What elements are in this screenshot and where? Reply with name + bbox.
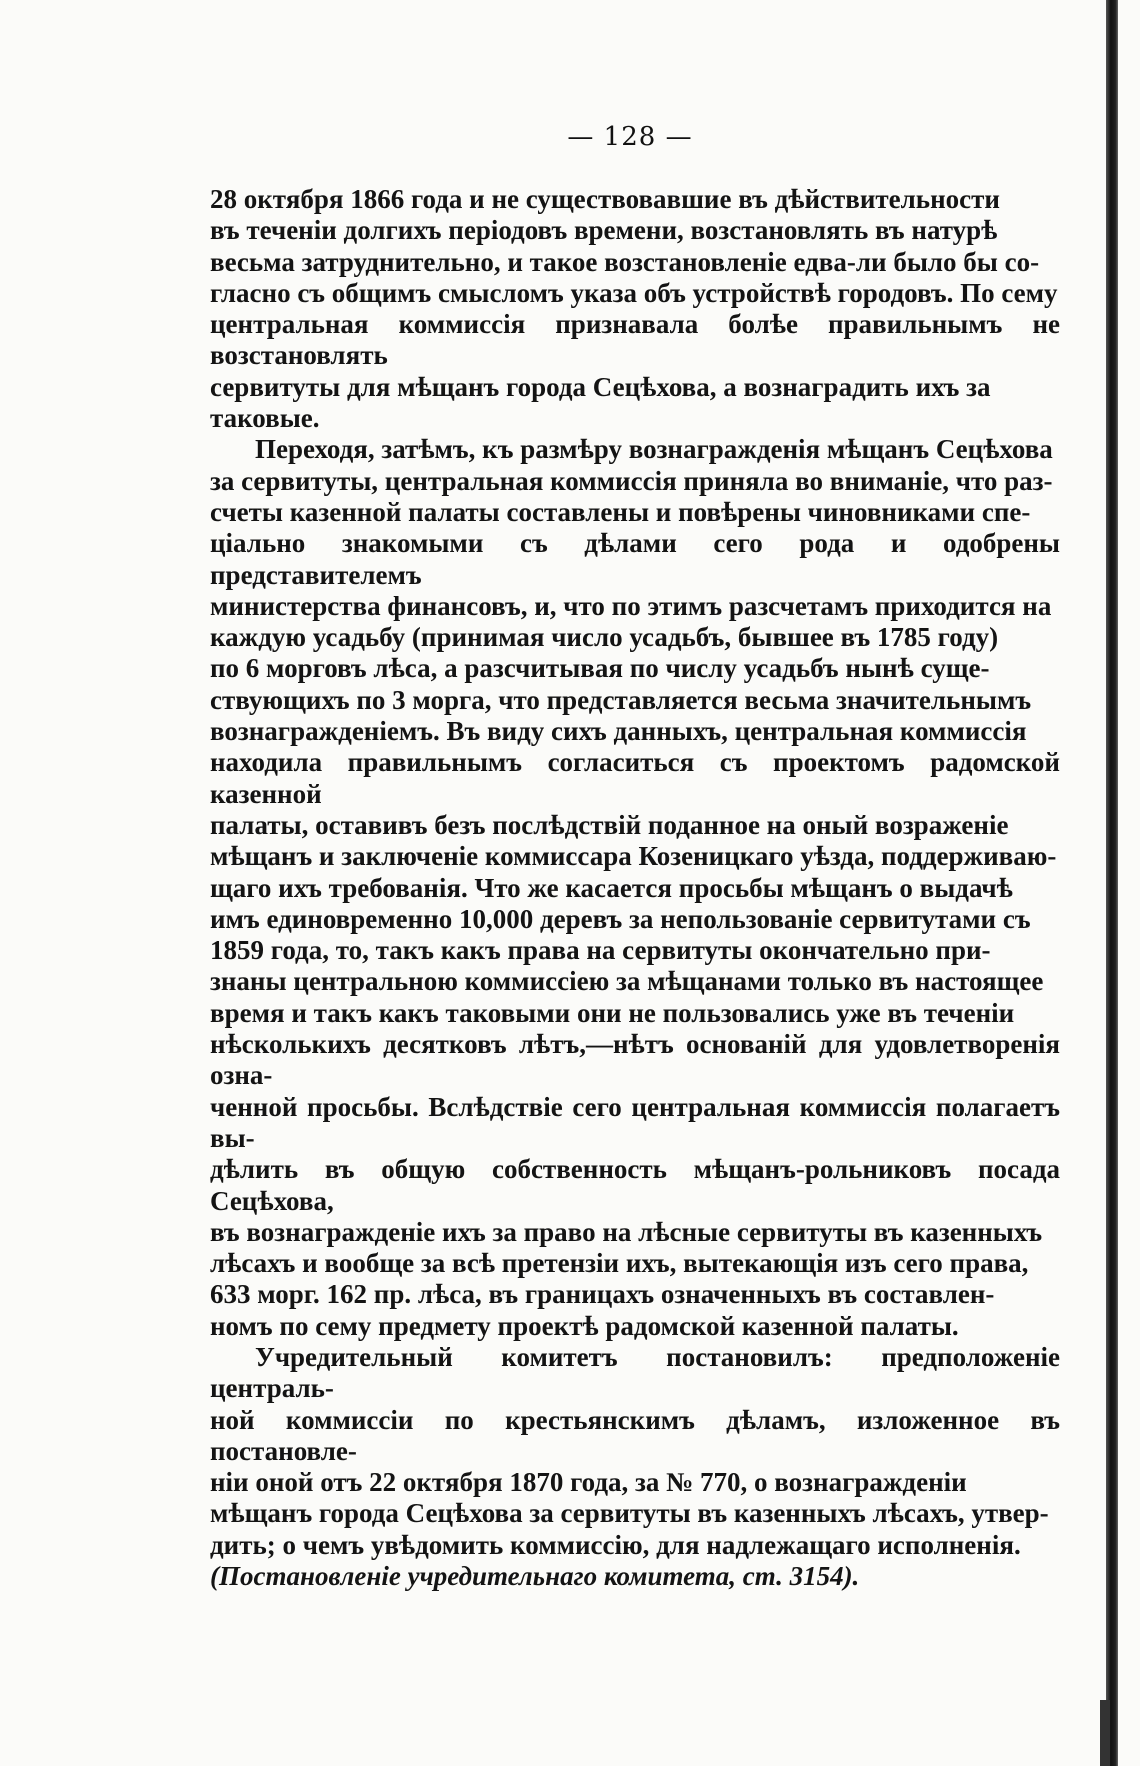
- text-line: счеты казенной палаты составлены и повѣрены чиновниками спе-: [210, 496, 1031, 527]
- text-line: въ вознагражденіе ихъ за право на лѣсные сервитуты въ казенныхъ: [210, 1216, 1043, 1247]
- text-line: ствующихъ по 3 морга, что представляется весьма значительнымъ: [210, 684, 1032, 715]
- paragraph-1: [210, 184, 1060, 434]
- text-line: по 6 морговъ лѣса, а разсчитывая по числу усадьбъ нынѣ суще-: [210, 653, 990, 684]
- text-line: лѣсахъ и вообще за всѣ претензіи ихъ, вытекающія изъ сего права,: [210, 1248, 1029, 1279]
- text-line: вознагражденіемъ. Въ виду сихъ данныхъ, центральная коммиссія: [210, 716, 1027, 747]
- text-line: находила правильнымъ согласиться съ проектомъ радомской казенной: [210, 747, 1060, 809]
- text-line: время и такъ какъ таковыми они не пользовались уже въ теченіи: [210, 997, 1015, 1028]
- text-line: ціально знакомыми съ дѣлами сего рода и одобрены представителемъ: [210, 528, 1060, 590]
- page-binding-edge: [1106, 0, 1118, 1766]
- text-line: въ теченіи долгихъ періодовъ времени, возстановлять въ натурѣ: [210, 215, 998, 246]
- text-line: гласно съ общимъ смысломъ указа объ устройствѣ городовъ. По сему: [210, 277, 1058, 308]
- text-line: палаты, оставивъ безъ послѣдствій поданное на оный возраженіе: [210, 809, 1009, 840]
- text-line: мѣщанъ и заключеніе коммиссара Козеницкаго уѣзда, поддерживаю-: [210, 841, 1057, 872]
- page-number: — 128 —: [567, 122, 693, 152]
- text-line: каждую усадьбу (принимая число усадьбъ, бывшее въ 1785 году): [210, 622, 999, 653]
- text-line: за сервитуты, центральная коммиссія приняла во вниманіе, что раз-: [210, 465, 1053, 496]
- text-line: дить; о чемъ увѣдомить коммиссію, для надлежащаго исполненія.: [210, 1529, 1021, 1560]
- text-line: ной коммиссіи по крестьянскимъ дѣламъ, изложенное въ постановле-: [210, 1404, 1060, 1466]
- text-line: имъ единовременно 10,000 деревъ за непользованіе сервитутами съ: [210, 903, 1031, 934]
- text-line: Учредительный комитетъ постановилъ: предположеніе централь-: [210, 1341, 1060, 1404]
- text-line: ніи оной отъ 22 октября 1870 года, за № 770, о вознагражденіи: [210, 1467, 967, 1498]
- text-line: щаго ихъ требованія. Что же касается просьбы мѣщанъ о выдачѣ: [210, 872, 1013, 903]
- text-line: знаны центральною коммиссіею за мѣщанами только въ настоящее: [210, 966, 1044, 997]
- paragraph-2: [210, 434, 1060, 1342]
- text-line: 1859 года, то, такъ какъ права на сервитуты окончательно при-: [210, 935, 991, 966]
- body-text: [210, 184, 1060, 1592]
- text-line: таковые.: [210, 403, 320, 434]
- text-line: центральная коммиссія признавала болѣе правильнымъ не возстановлять: [210, 309, 1060, 371]
- text-line: 633 морг. 162 пр. лѣса, въ границахъ означенныхъ въ составлен-: [210, 1279, 995, 1310]
- text-line: сервитуты для мѣщанъ города Сецѣхова, а вознаградить ихъ за: [210, 371, 991, 402]
- text-line: ченной просьбы. Вслѣдствіе сего центральная коммиссія полагаетъ вы-: [210, 1091, 1060, 1153]
- text-line: дѣлить въ общую собственность мѣщанъ-рольниковъ посада Сецѣхова,: [210, 1154, 1060, 1216]
- text-line: Переходя, затѣмъ, къ размѣру вознагражденія мѣщанъ Сецѣхова: [255, 434, 1053, 465]
- citation-line: (Постановленіе учредительнаго комитета, ст. 3154).: [210, 1561, 860, 1592]
- text-line: нѣсколькихъ десятковъ лѣтъ,—нѣтъ основаній для удовлетворенія озна-: [210, 1029, 1060, 1091]
- paragraph-3: [210, 1342, 1060, 1592]
- text-line: весьма затруднительно, и такое возстановленіе едва-ли было бы со-: [210, 246, 1040, 277]
- text-line: мѣщанъ города Сецѣхова за сервитуты въ казенныхъ лѣсахъ, утвер-: [210, 1498, 1049, 1529]
- page-binding-edge-tail: [1100, 1700, 1110, 1766]
- text-line: номъ по сему предмету проектѣ радомской казенной палаты.: [210, 1310, 959, 1341]
- text-line: 28 октября 1866 года и не существовавшие въ дѣйствительности: [210, 184, 1000, 214]
- text-line: министерства финансовъ, и, что по этимъ разсчетамъ приходится на: [210, 590, 1052, 621]
